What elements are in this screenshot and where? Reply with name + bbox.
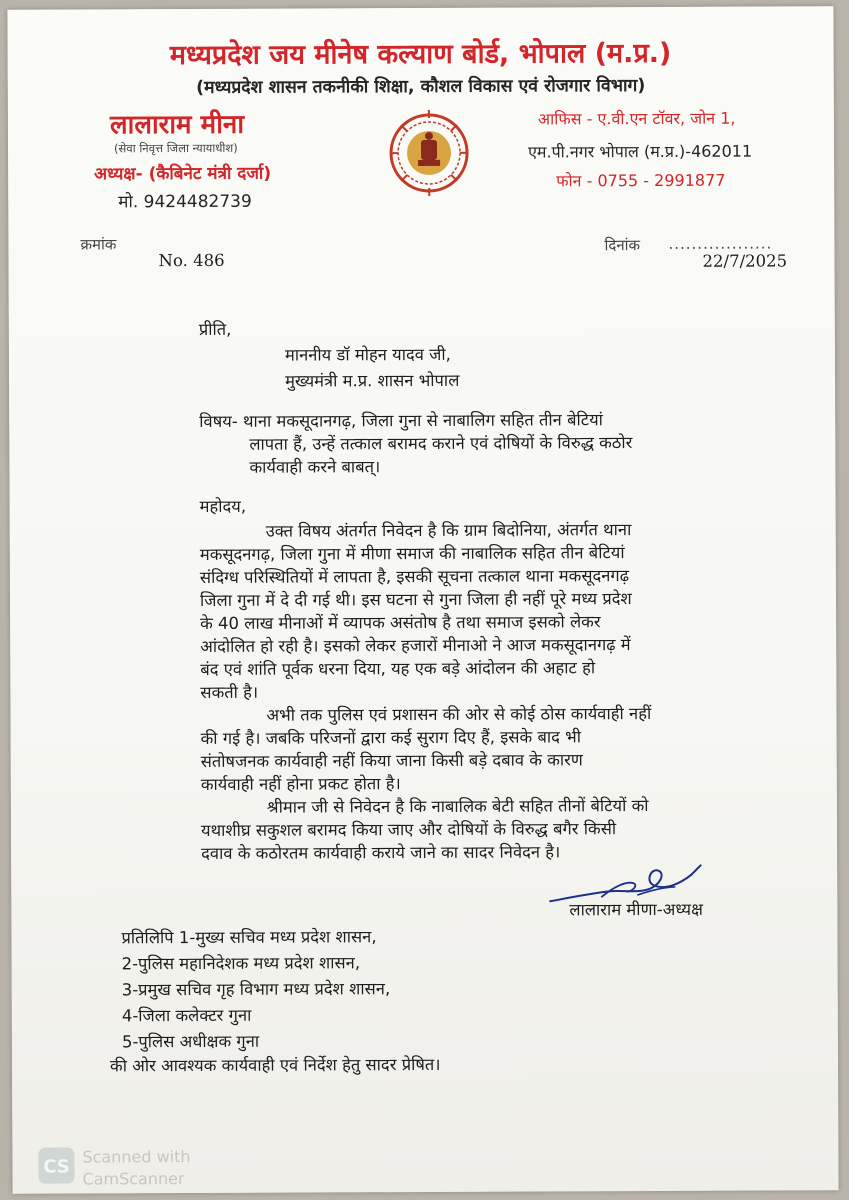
letter-page	[7, 6, 838, 1194]
para1-line: के 40 लाख मीनाओं में व्यापक असंतोष है तथा समाज इसको लेकर	[200, 612, 601, 633]
copy-line: प्रतिलिपि 1-मुख्य सचिव मध्य प्रदेश शासन,	[121, 927, 377, 948]
letter-date: 22/7/2025	[702, 251, 788, 271]
copy-line: 2-पुलिस महानिदेशक मध्य प्रदेश शासन,	[121, 953, 361, 974]
camscanner-logo-icon	[38, 1148, 74, 1184]
para2-line: संतोषजनक कार्यवाही नहीं किया जाना किसी बड़े दबाव के कारण	[200, 750, 583, 771]
reference-number: No. 486	[158, 250, 225, 271]
subject-line3: कार्यवाही करने बाबत्।	[249, 457, 381, 477]
date-dots: ..................	[668, 234, 773, 253]
office-address-line1: आफिस - ए.वी.एन टॉवर, जोन 1,	[537, 108, 736, 129]
recipient-line2: मुख्यमंत्री म.प्र. शासन भोपाल	[285, 370, 460, 391]
para3-line: दवाव के कठोरतम कार्यवाही कराये जाने का सादर निवेदन है।	[201, 842, 561, 863]
para1-line: संदिग्ध परिस्थितियों में लापता है, इसकी सूचना तत्काल थाना मकसूदनगढ़	[199, 566, 630, 587]
watermark-line2: CamScanner	[82, 1169, 185, 1189]
signatory-name: लालाराम मीणा-अध्यक्ष	[569, 899, 703, 920]
para1-line: उक्त विषय अंतर्गत निवेदन है कि ग्राम बिदोनिया, अंतर्गत थाना	[265, 520, 632, 541]
department-line: (मध्यप्रदेश शासन तकनीकी शिक्षा, कौशल विकास एवं रोजगार विभाग)	[196, 76, 646, 98]
copy-line: 4-जिला कलेक्टर गुना	[121, 1005, 252, 1026]
para1-line: बंद एवं शांति पूर्वक धरना दिया, यह एक बड़े आंदोलन की अहाट हो	[200, 658, 596, 679]
recipient-line1: माननीय डॉ मोहन यादव जी,	[284, 344, 451, 365]
subject-line1: विषय- थाना मकसूदानगढ़, जिला गुना से नाबालिग सहित तीन बेटियां	[199, 410, 603, 431]
para1-line: जिला गुना में दे दी गई थी। इस घटना से गुना जिला ही नहीं पूरे मध्य प्रदेश	[199, 589, 632, 610]
reference-label: क्रमांक	[80, 235, 117, 254]
watermark-line1: Scanned with	[82, 1147, 191, 1167]
para1-line: मकसूदनगढ़, जिला गुना में मीणा समाज की नाबालिक सहित तीन बेटियां	[199, 543, 625, 564]
para2-line: कार्यवाही नहीं होना प्रकट होता है।	[200, 774, 401, 794]
board-title: मध्यप्रदेश जय मीनेष कल्याण बोर्ड, भोपाल (म.प्र.)	[169, 37, 672, 72]
office-address-line2: एम.पी.नगर भोपाल (म.प्र.)-462011	[528, 141, 753, 162]
date-label: दिनांक	[604, 236, 641, 255]
svg-text:CS: CS	[43, 1156, 70, 1178]
copy-line: 5-पुलिस अधीक्षक गुना	[121, 1031, 260, 1052]
para1-line: आंदोलित हो रही है। इसको लेकर हजारों मीनाओ ने आज मकसूदानगढ़ में	[200, 635, 631, 656]
subject-line2: लापता हैं, उन्हें तत्काल बरामद कराने एवं दोषियों के विरुद्ध कठोर	[249, 433, 633, 454]
copy-line: 3-प्रमुख सचिव गृह विभाग मध्य प्रदेश शासन,	[121, 979, 391, 1000]
mp-government-emblem-icon	[388, 108, 470, 198]
para2-line: अभी तक पुलिस एवं प्रशासन की ओर से कोई ठोस कार्यवाही नहीं	[266, 704, 652, 725]
para1-line: सकती है।	[200, 682, 259, 702]
salutation: महोदय,	[199, 496, 247, 516]
copy-line: की ओर आवश्यक कार्यवाही एवं निर्देश हेतु सादर प्रेषित।	[109, 1054, 441, 1076]
chairman-retired-note: (सेवा निवृत्त जिला न्यायाधीश)	[113, 140, 238, 156]
chairman-position: अध्यक्ष- (कैबिनेट मंत्री दर्जा)	[94, 163, 272, 185]
prati-label: प्रीति,	[198, 319, 232, 339]
chairman-mobile: मो. 9424482739	[118, 191, 252, 213]
para2-line: की गई है। जबकि परिजनों द्वारा कई सुराग दिए हैं, इसके बाद भी	[200, 727, 582, 748]
office-phone: फोन - 0755 - 2991877	[556, 170, 726, 191]
para3-line: श्रीमान जी से निवेदन है कि नाबालिक बेटी सहित तीनों बेटियों को	[266, 796, 649, 817]
para3-line: यथाशीघ्र सकुशल बरामद किया जाए और दोषियों के विरुद्ध बगैर किसी	[200, 819, 617, 840]
chairman-name: लालाराम मीना	[109, 109, 245, 141]
